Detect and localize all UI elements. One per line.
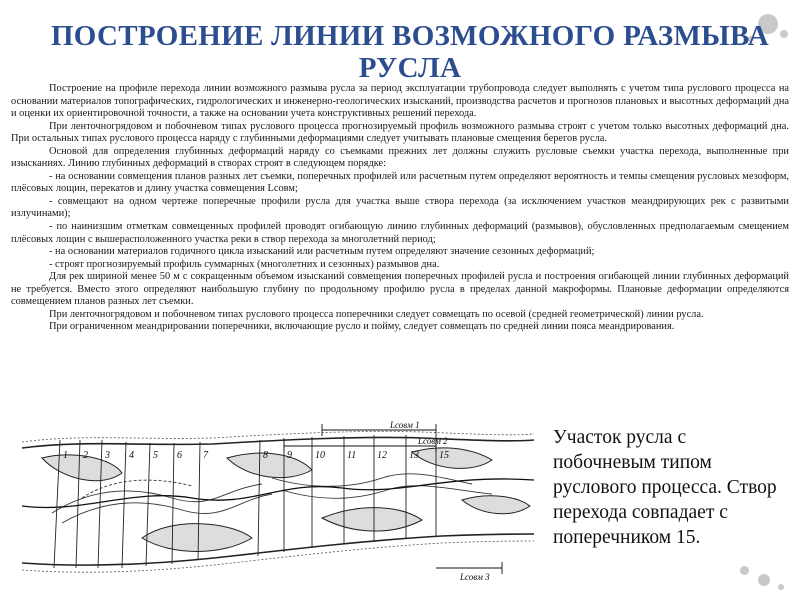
decor-dot — [778, 584, 784, 590]
river-bank-upper — [22, 437, 534, 448]
paragraph: - на основании материалов годичного цикла изысканий или расчетным путем определяют значение сезонных деформаций; — [49, 246, 595, 258]
cross-section-number: 6 — [177, 450, 182, 461]
cross-section-number: 11 — [347, 450, 357, 461]
cross-section-number: 10 — [315, 450, 325, 461]
cross-section-number: 12 — [377, 450, 387, 461]
paragraph: Для рек шириной менее 50 м с сокращенным объемом изысканий совмещения поперечных профилей русла и построения огибающей линии глубинных деформаций не требуется. Вместо этого определяют наибольшую глубину по продольному профилю русла в пределах данной макроформы. Плановые деформации определяются совмещением планов разных лет съемки. — [11, 271, 789, 308]
side-bar — [462, 496, 530, 514]
cross-section-number: 2 — [83, 450, 88, 461]
dimension-label-mid: Lсовм 2 — [418, 436, 448, 446]
cross-section-number: 5 — [153, 450, 158, 461]
cross-section-number: 15 — [439, 450, 449, 461]
decor-dot — [758, 574, 770, 586]
cross-section-number: 7 — [203, 450, 208, 461]
paragraph: Основой для определения глубинных деформаций наряду со съемками прежних лет должны служить русловые съемки участка перехода, выполненные при изысканиях. Линию глубинных деформаций в створах строят в следующем порядке: — [11, 145, 789, 170]
depth-contour — [82, 480, 192, 498]
body-text — [11, 83, 789, 334]
paragraph: Построение на профиле перехода линии возможного размыва русла за период эксплуатации трубопровода следует выполнять с учетом типа руслового процесса на основании материалов топографических, гидрологических и инженерно-геологических изысканий, производства расчетов и прогнозов плановых и высотных деформаций дна и оценки их ориентировочной точности, а также на основании учета конструктивных решений перехода. — [11, 83, 789, 120]
dimension-label-bottom: Lсовм 3 — [460, 572, 490, 582]
cross-section-number: 4 — [129, 450, 134, 461]
dimension-label-top: Lсовм 1 — [390, 420, 420, 430]
cross-section-number: 8 — [263, 450, 268, 461]
decor-dot — [780, 30, 788, 38]
side-bar — [42, 455, 122, 481]
paragraph: - строят прогнозируемый профиль суммарных (многолетних и сезонных) размывов дна. — [49, 258, 440, 270]
cross-section-number: 13 — [409, 450, 419, 461]
paragraph: - совмещают на одном чертеже поперечные профили русла для участка выше створа перехода (за исключением участков меандрирующих рек с развитыми излучинами); — [11, 195, 789, 220]
side-bar — [322, 508, 422, 531]
decor-dot — [740, 566, 749, 575]
cross-section-number: 9 — [287, 450, 292, 461]
river-section-drawing — [22, 418, 534, 582]
paragraph: При ленточногрядовом и побочневом типах руслового процесса поперечники следует совмещать по осевой (средней геометрической) линии русла. — [49, 308, 704, 320]
side-bar — [227, 453, 312, 478]
paragraph: При ограниченном меандрировании поперечники, включающие русло и пойму, следует совмещать по средней линии пояса меандрирования. — [49, 321, 675, 333]
paragraph: - по наинизшим отметкам совмещенных профилей проводят огибающую линию глубинных деформаций (размывов), обусловленных предполагаемым смещением плёсовых лощин с вышерасположенного участка реки в створ перехода за многолетний период; — [11, 221, 789, 245]
slide-title: ПОСТРОЕНИЕ ЛИНИИ ВОЗМОЖНОГО РАЗМЫВА РУСЛА — [50, 20, 770, 84]
paragraph: При ленточногрядовом и побочневом типах руслового процесса прогнозируемый профиль возможного размыва строят с учетом только высотных деформаций дна. При остальных типах руслового процесса наряду с глубинными деформациями следует учитывать плановые смещения берегов русла. — [11, 120, 789, 145]
river-section-figure — [22, 418, 534, 582]
side-bar — [142, 524, 252, 552]
depth-contour — [282, 486, 492, 499]
cross-section-number: 3 — [105, 450, 110, 461]
depth-contour — [272, 474, 472, 487]
side-bar — [412, 448, 492, 469]
paragraph: - на основании совмещения планов разных лет съемки, поперечных профилей или расчетным путем определяют вероятность и темпы смещения русловых мезоформ, плёсовых лощин, перекатов и длину участка совмещения Lсовм; — [11, 170, 789, 195]
cross-section-number: 1 — [63, 450, 68, 461]
thalweg — [22, 479, 534, 508]
figure-caption: Участок русла с побочневым типом руслового процесса. Створ перехода совпадает с поперечником 15. — [553, 427, 777, 548]
depth-contour — [52, 484, 262, 513]
